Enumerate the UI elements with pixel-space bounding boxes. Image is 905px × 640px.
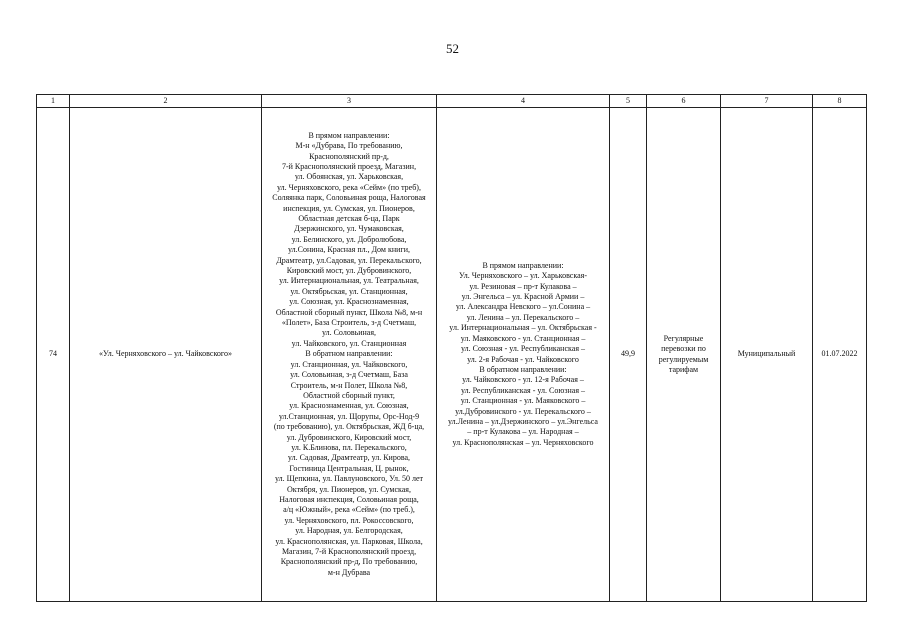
route-length: 49,9 xyxy=(610,108,647,602)
route-stops: В прямом направлении: М-н «Дубрава, По требованию, Краснополянский пр-д, 7-й Краснополянский проезд, Магазин, ул. Обоянская, ул. Харьковская, ул. Черняховского, река «Сейм» (по треб), Соляянка парк, Соловьиная роща, Налоговая инспекция, ул. Сумская, ул. Пионеров, Областная детская б-ца, Парк Дзержинского, ул. Чумаковская, ул. Белинского, ул. Добролюбова, ул.Сонина, Красная пл., Дом книги, Драмтеатр, ул.Садовая, ул. Перекальского, Кировский мост, ул. Дубровинского, ул. Интернациональная, ул. Театральная, ул. Октябрьская, ул. Станционная, ул. Союзная, ул. Краснознаменная, Областной сборный пункт, Школа №8, м-н «Полет», База Строитель, з-д Счетмаш, ул. Соловьиная, ул. Чайковского, ул. Станционная В обратном направлении: ул. Станционная, ул. Чайковского, ул. Соловьиная, з-д Счетмаш, База Строитель, м-н Полет, Школа №8, Областной сборный пункт, ул. Краснознаменная, ул. Союзная, ул.Станционная, ул. Щорупы, Орс-Нод-9 (по требованию), ул. Октябрьская, ЖД б-ца, ул. Дубровинского, Кировский мост, ул. К.Блинова, пл. Перекальского, ул. Садовая, Драмтеатр, ул. Кирова, Гостиница Центральная, Ц. рынок, ул. Щепкина, ул. Павлуновского, Ул. 50 лет Октября, ул. Пионеров, ул. Сумская, Налоговая инспекция, Соловьиная роща, а/ц «Южный», река «Сейм» (по треб.), ул. Черняховского, пл. Рокоссовского, ул. Народная, ул. Белгородская, ул. Краснополянская, ул. Парковая, Школа, Магазин, 7-й Краснополянский проезд, Краснополянский пр-д, По требованию, м-н Дубрава xyxy=(262,108,437,602)
transport-type: Регулярные перевозки по регулируемым тарифам xyxy=(647,108,721,602)
header-col-5: 5 xyxy=(610,95,647,108)
route-date: 01.07.2022 xyxy=(813,108,867,602)
page-number: 52 xyxy=(446,41,459,56)
header-col-3: 3 xyxy=(262,95,437,108)
header-col-1: 1 xyxy=(37,95,70,108)
header-col-4: 4 xyxy=(437,95,610,108)
header-col-8: 8 xyxy=(813,95,867,108)
route-streets: В прямом направлении: Ул. Черняховского – ул. Харьковская- ул. Резиновая – пр-т Кулакова – ул. Энгельса – ул. Красной Армии – ул. Александра Невского – ул.Сонина – ул. Ленина – ул. Перекальского – ул. Интернациональная – ул. Октябрьская - ул. Маяковского - ул. Станционная – ул. Союзная - ул. Республиканская – ул. 2-я Рабочая - ул. Чайковского В обратном направлении: ул. Чайковского - ул. 12-я Рабочая – ул. Республиканская - ул. Союзная – ул. Станционная - ул. Маяковского – ул.Дубровинского - ул. Перекальского – ул.Ленина – ул.Дзержинского – ул.Энгельса – пр-т Кулакова – ул. Народная – ул. Краснополянская – ул. Черняховского xyxy=(437,108,610,602)
header-row xyxy=(37,95,867,108)
header-col-7: 7 xyxy=(721,95,813,108)
header-col-2: 2 xyxy=(70,95,262,108)
routes-table xyxy=(36,94,867,602)
route-number: 74 xyxy=(37,108,70,602)
table-row xyxy=(37,108,867,602)
route-name: «Ул. Черняховского – ул. Чайковского» xyxy=(70,108,262,602)
route-operator: Муниципальный xyxy=(721,108,813,602)
header-col-6: 6 xyxy=(647,95,721,108)
